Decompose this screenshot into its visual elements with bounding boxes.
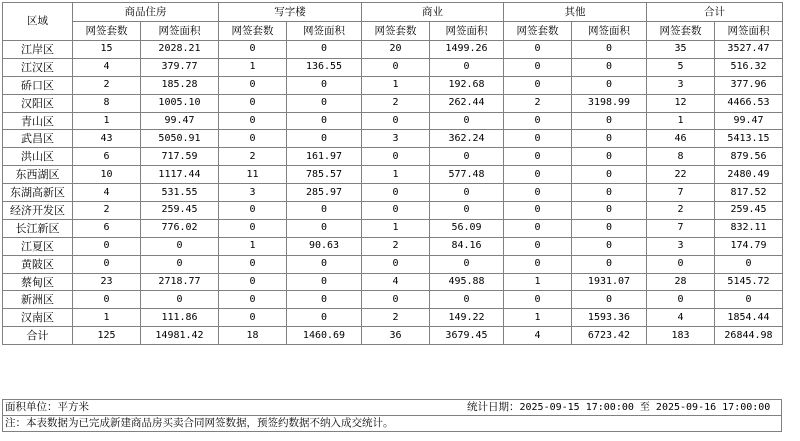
cell-area: 0 xyxy=(715,291,783,309)
cell-count: 0 xyxy=(362,112,430,130)
cell-count: 0 xyxy=(504,166,572,184)
region-name: 长江新区 xyxy=(3,219,73,237)
cell-area: 259.45 xyxy=(715,202,783,220)
cell-area: 259.45 xyxy=(141,202,219,220)
cell-area: 6723.42 xyxy=(572,327,647,345)
subhead-count: 网签套数 xyxy=(362,22,430,41)
cell-area: 0 xyxy=(287,255,362,273)
cell-count: 0 xyxy=(219,76,287,94)
cell-area: 161.97 xyxy=(287,148,362,166)
region-name: 江汉区 xyxy=(3,58,73,76)
table-row xyxy=(3,291,783,309)
subhead-count: 网签套数 xyxy=(219,22,287,41)
cell-area: 0 xyxy=(572,41,647,59)
cell-area: 0 xyxy=(572,237,647,255)
cell-area: 362.24 xyxy=(430,130,504,148)
cell-count: 43 xyxy=(73,130,141,148)
cell-area: 0 xyxy=(287,202,362,220)
table-row xyxy=(3,184,783,202)
table-row xyxy=(3,130,783,148)
header-group-office: 写字楼 xyxy=(219,3,362,22)
cell-area: 84.16 xyxy=(430,237,504,255)
cell-area: 377.96 xyxy=(715,76,783,94)
region-name: 青山区 xyxy=(3,112,73,130)
region-name: 江夏区 xyxy=(3,237,73,255)
cell-count: 0 xyxy=(219,202,287,220)
footer-line-unit-date xyxy=(2,399,782,416)
cell-area: 0 xyxy=(141,255,219,273)
header-region: 区域 xyxy=(3,3,73,41)
cell-area: 776.02 xyxy=(141,219,219,237)
cell-area: 149.22 xyxy=(430,309,504,327)
cell-area: 0 xyxy=(287,309,362,327)
cell-count: 0 xyxy=(504,41,572,59)
cell-count: 1 xyxy=(362,219,430,237)
region-name: 江岸区 xyxy=(3,41,73,59)
cell-area: 0 xyxy=(287,76,362,94)
stat-date-value: 2025-09-15 17:00:00 至 2025-09-16 17:00:00 xyxy=(519,402,771,413)
region-name: 蔡甸区 xyxy=(3,273,73,291)
region-name: 汉阳区 xyxy=(3,94,73,112)
cell-count: 0 xyxy=(362,291,430,309)
cell-area: 111.86 xyxy=(141,309,219,327)
cell-area: 0 xyxy=(287,112,362,130)
cell-count: 10 xyxy=(73,166,141,184)
cell-count: 0 xyxy=(504,291,572,309)
cell-area: 1854.44 xyxy=(715,309,783,327)
cell-area: 0 xyxy=(287,291,362,309)
cell-area: 785.57 xyxy=(287,166,362,184)
cell-count: 1 xyxy=(219,237,287,255)
cell-area: 0 xyxy=(572,255,647,273)
cell-area: 192.68 xyxy=(430,76,504,94)
cell-count: 125 xyxy=(73,327,141,345)
cell-count: 0 xyxy=(647,291,715,309)
subhead-area: 网签面积 xyxy=(287,22,362,41)
table-row xyxy=(3,41,783,59)
cell-count: 0 xyxy=(504,76,572,94)
cell-count: 3 xyxy=(647,76,715,94)
sales-table xyxy=(2,2,783,345)
subhead-area: 网签面积 xyxy=(572,22,647,41)
cell-count: 0 xyxy=(504,130,572,148)
cell-count: 20 xyxy=(362,41,430,59)
cell-area: 1005.10 xyxy=(141,94,219,112)
cell-count: 0 xyxy=(362,255,430,273)
header-row-groups xyxy=(3,3,783,22)
cell-area: 0 xyxy=(572,166,647,184)
region-name: 硚口区 xyxy=(3,76,73,94)
table-row xyxy=(3,76,783,94)
cell-count: 0 xyxy=(219,94,287,112)
cell-area: 90.63 xyxy=(287,237,362,255)
cell-area: 3198.99 xyxy=(572,94,647,112)
cell-count: 4 xyxy=(73,184,141,202)
cell-count: 2 xyxy=(362,309,430,327)
subhead-count: 网签套数 xyxy=(73,22,141,41)
table-row xyxy=(3,237,783,255)
subhead-area: 网签面积 xyxy=(141,22,219,41)
cell-area: 1931.07 xyxy=(572,273,647,291)
cell-area: 577.48 xyxy=(430,166,504,184)
cell-area: 379.77 xyxy=(141,58,219,76)
cell-count: 5 xyxy=(647,58,715,76)
cell-count: 12 xyxy=(647,94,715,112)
table-row xyxy=(3,112,783,130)
region-name: 东西湖区 xyxy=(3,166,73,184)
total-row xyxy=(3,327,783,345)
cell-area: 3527.47 xyxy=(715,41,783,59)
cell-count: 11 xyxy=(219,166,287,184)
table-row xyxy=(3,309,783,327)
cell-count: 3 xyxy=(362,130,430,148)
cell-area: 14981.42 xyxy=(141,327,219,345)
cell-area: 285.97 xyxy=(287,184,362,202)
cell-count: 1 xyxy=(504,309,572,327)
cell-count: 0 xyxy=(73,237,141,255)
table-row xyxy=(3,202,783,220)
cell-count: 0 xyxy=(504,237,572,255)
cell-area: 2718.77 xyxy=(141,273,219,291)
cell-count: 2 xyxy=(504,94,572,112)
cell-count: 22 xyxy=(647,166,715,184)
header-group-residential: 商品住房 xyxy=(73,3,219,22)
cell-count: 0 xyxy=(647,255,715,273)
region-name: 武昌区 xyxy=(3,130,73,148)
region-name: 合计 xyxy=(3,327,73,345)
cell-area: 817.52 xyxy=(715,184,783,202)
cell-count: 0 xyxy=(504,255,572,273)
cell-count: 0 xyxy=(219,219,287,237)
table-row xyxy=(3,273,783,291)
table-row xyxy=(3,255,783,273)
cell-count: 1 xyxy=(504,273,572,291)
cell-count: 46 xyxy=(647,130,715,148)
cell-count: 2 xyxy=(73,202,141,220)
cell-area: 56.09 xyxy=(430,219,504,237)
cell-area: 0 xyxy=(572,76,647,94)
cell-area: 717.59 xyxy=(141,148,219,166)
cell-area: 1593.36 xyxy=(572,309,647,327)
sales-table-container xyxy=(2,2,783,345)
cell-count: 183 xyxy=(647,327,715,345)
cell-area: 832.11 xyxy=(715,219,783,237)
stat-date xyxy=(467,400,770,415)
cell-count: 35 xyxy=(647,41,715,59)
cell-area: 5413.15 xyxy=(715,130,783,148)
cell-count: 4 xyxy=(504,327,572,345)
region-name: 经济开发区 xyxy=(3,202,73,220)
cell-count: 36 xyxy=(362,327,430,345)
cell-count: 0 xyxy=(504,112,572,130)
region-name: 东湖高新区 xyxy=(3,184,73,202)
header-group-other: 其他 xyxy=(504,3,647,22)
cell-count: 1 xyxy=(219,58,287,76)
cell-count: 2 xyxy=(362,237,430,255)
cell-count: 0 xyxy=(504,148,572,166)
cell-count: 0 xyxy=(219,112,287,130)
cell-area: 26844.98 xyxy=(715,327,783,345)
cell-count: 0 xyxy=(362,58,430,76)
cell-count: 0 xyxy=(219,309,287,327)
footer-line-note xyxy=(2,416,782,432)
cell-area: 5050.91 xyxy=(141,130,219,148)
region-name: 新洲区 xyxy=(3,291,73,309)
header-group-commercial: 商业 xyxy=(362,3,504,22)
cell-count: 0 xyxy=(362,148,430,166)
cell-count: 2 xyxy=(362,94,430,112)
cell-area: 5145.72 xyxy=(715,273,783,291)
table-row xyxy=(3,148,783,166)
cell-count: 1 xyxy=(73,309,141,327)
header-group-total: 合计 xyxy=(647,3,783,22)
cell-area: 0 xyxy=(572,112,647,130)
cell-area: 0 xyxy=(430,112,504,130)
cell-count: 28 xyxy=(647,273,715,291)
cell-area: 0 xyxy=(430,184,504,202)
cell-count: 1 xyxy=(647,112,715,130)
cell-area: 0 xyxy=(572,58,647,76)
cell-count: 6 xyxy=(73,219,141,237)
cell-area: 531.55 xyxy=(141,184,219,202)
cell-area: 0 xyxy=(430,58,504,76)
cell-count: 0 xyxy=(504,219,572,237)
cell-area: 2028.21 xyxy=(141,41,219,59)
cell-area: 0 xyxy=(430,255,504,273)
cell-count: 6 xyxy=(73,148,141,166)
subhead-area: 网签面积 xyxy=(430,22,504,41)
area-unit-label: 面积单位：平方米 xyxy=(5,401,89,413)
subhead-count: 网签套数 xyxy=(504,22,572,41)
cell-count: 2 xyxy=(219,148,287,166)
stat-date-label: 统计日期： xyxy=(467,401,520,413)
cell-count: 0 xyxy=(219,291,287,309)
cell-count: 1 xyxy=(362,166,430,184)
cell-count: 0 xyxy=(504,184,572,202)
cell-count: 0 xyxy=(219,130,287,148)
region-name: 汉南区 xyxy=(3,309,73,327)
cell-area: 0 xyxy=(141,291,219,309)
cell-count: 15 xyxy=(73,41,141,59)
cell-area: 0 xyxy=(287,41,362,59)
cell-area: 262.44 xyxy=(430,94,504,112)
cell-count: 23 xyxy=(73,273,141,291)
cell-area: 0 xyxy=(572,184,647,202)
cell-area: 99.47 xyxy=(715,112,783,130)
cell-count: 7 xyxy=(647,219,715,237)
cell-count: 0 xyxy=(73,255,141,273)
cell-count: 2 xyxy=(647,202,715,220)
cell-area: 2480.49 xyxy=(715,166,783,184)
region-name: 黄陂区 xyxy=(3,255,73,273)
cell-count: 8 xyxy=(647,148,715,166)
cell-area: 3679.45 xyxy=(430,327,504,345)
subhead-count: 网签套数 xyxy=(647,22,715,41)
subhead-area: 网签面积 xyxy=(715,22,783,41)
cell-area: 174.79 xyxy=(715,237,783,255)
cell-area: 495.88 xyxy=(430,273,504,291)
header-row-subheads xyxy=(3,22,783,41)
cell-count: 0 xyxy=(219,41,287,59)
cell-area: 0 xyxy=(572,219,647,237)
cell-area: 0 xyxy=(141,237,219,255)
cell-count: 3 xyxy=(219,184,287,202)
cell-area: 0 xyxy=(572,202,647,220)
cell-count: 0 xyxy=(504,202,572,220)
cell-count: 0 xyxy=(362,184,430,202)
cell-count: 4 xyxy=(647,309,715,327)
cell-count: 7 xyxy=(647,184,715,202)
cell-area: 0 xyxy=(572,130,647,148)
cell-count: 4 xyxy=(73,58,141,76)
cell-area: 0 xyxy=(287,219,362,237)
cell-count: 18 xyxy=(219,327,287,345)
cell-area: 0 xyxy=(572,291,647,309)
cell-count: 0 xyxy=(73,291,141,309)
cell-area: 0 xyxy=(715,255,783,273)
table-row xyxy=(3,166,783,184)
cell-area: 0 xyxy=(430,202,504,220)
cell-count: 0 xyxy=(219,273,287,291)
cell-count: 1 xyxy=(362,76,430,94)
cell-count: 1 xyxy=(73,112,141,130)
cell-area: 185.28 xyxy=(141,76,219,94)
cell-count: 8 xyxy=(73,94,141,112)
table-row xyxy=(3,219,783,237)
cell-area: 0 xyxy=(287,94,362,112)
cell-area: 879.56 xyxy=(715,148,783,166)
cell-area: 516.32 xyxy=(715,58,783,76)
cell-area: 0 xyxy=(572,148,647,166)
cell-area: 136.55 xyxy=(287,58,362,76)
table-row xyxy=(3,94,783,112)
table-row xyxy=(3,58,783,76)
cell-count: 3 xyxy=(647,237,715,255)
cell-area: 0 xyxy=(287,273,362,291)
cell-area: 0 xyxy=(430,148,504,166)
cell-count: 0 xyxy=(504,58,572,76)
cell-count: 0 xyxy=(219,255,287,273)
cell-area: 1117.44 xyxy=(141,166,219,184)
cell-area: 0 xyxy=(287,130,362,148)
table-footer xyxy=(2,399,782,432)
cell-area: 1499.26 xyxy=(430,41,504,59)
cell-count: 2 xyxy=(73,76,141,94)
cell-area: 0 xyxy=(430,291,504,309)
region-name: 洪山区 xyxy=(3,148,73,166)
footnote: 注：本表数据为已完成新建商品房买卖合同网签数据，预签约数据不纳入成交统计。 xyxy=(5,417,394,429)
cell-area: 4466.53 xyxy=(715,94,783,112)
cell-count: 0 xyxy=(362,202,430,220)
cell-area: 99.47 xyxy=(141,112,219,130)
cell-area: 1460.69 xyxy=(287,327,362,345)
cell-count: 4 xyxy=(362,273,430,291)
